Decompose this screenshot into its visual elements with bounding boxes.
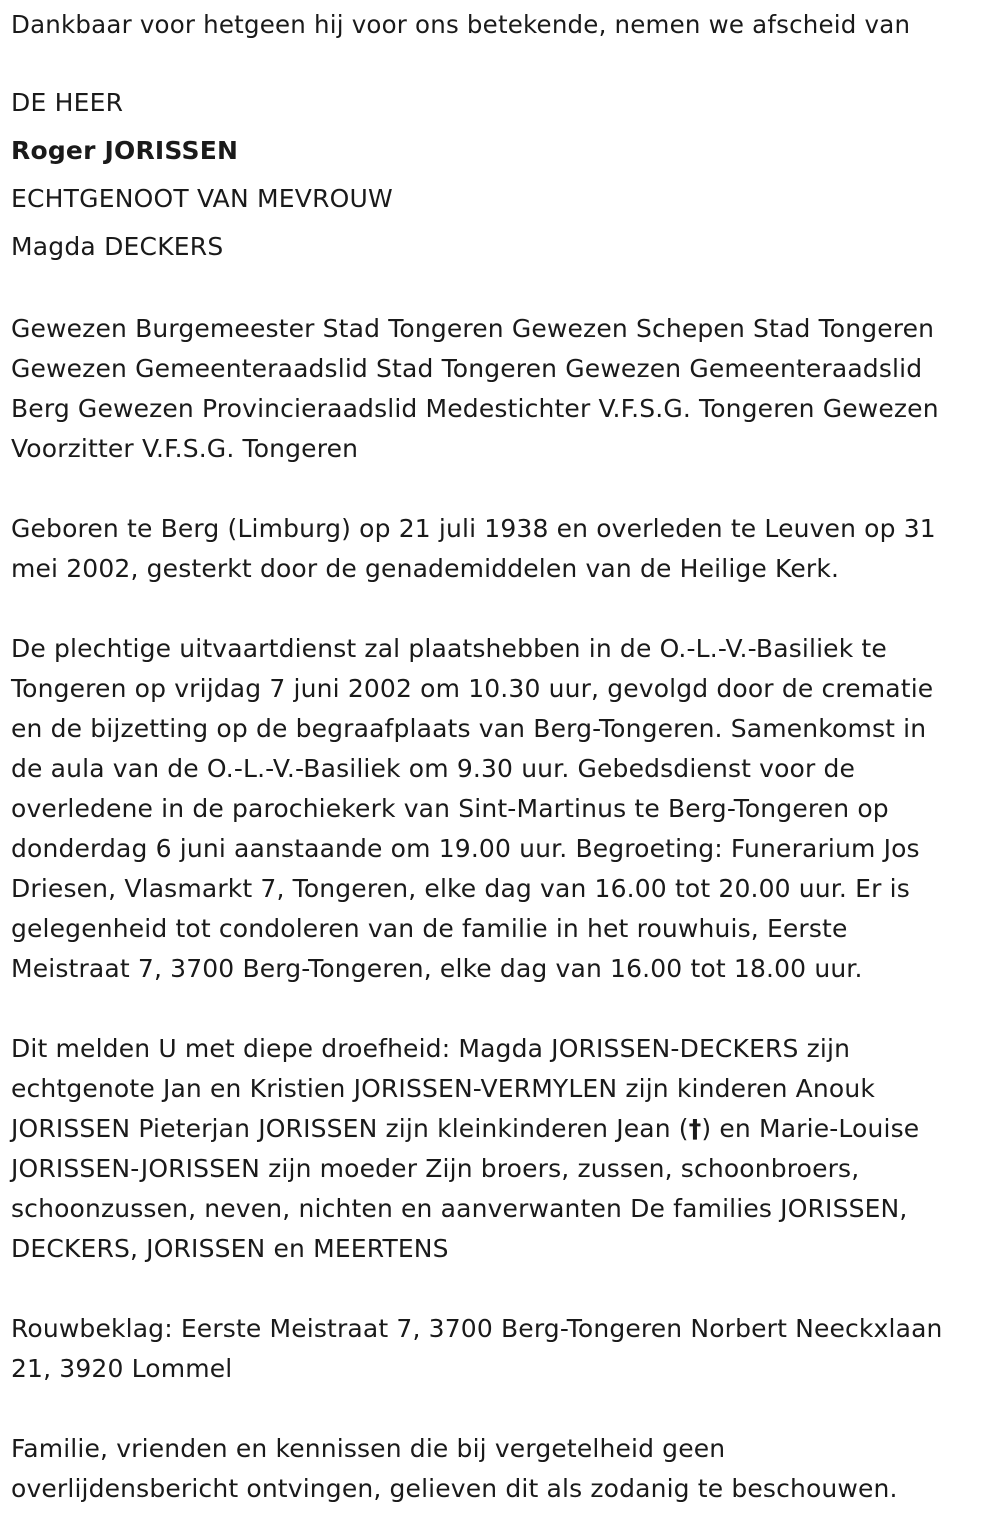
condolence-address-paragraph	[11, 1309, 996, 1389]
funeral-line: Tongeren op vrijdag 7 juni 2002 om 10.30 uur, gevolgd door de crematie	[11, 674, 934, 703]
family-line-part: JORISSEN Pieterjan JORISSEN zijn kleinkinderen Jean (	[11, 1114, 689, 1143]
closing-line: Familie, vrienden en kennissen die bij vergetelheid geen	[11, 1434, 726, 1463]
address-line: 21, 3920 Lommel	[11, 1354, 233, 1383]
family-line	[11, 1109, 996, 1149]
functions-line: Berg Gewezen Provincieraadslid Medestichter V.F.S.G. Tongeren Gewezen	[11, 394, 939, 423]
deceased-block	[11, 79, 1000, 271]
funeral-line: gelegenheid tot condoleren van de familie in het rouwhuis, Eerste	[11, 914, 848, 943]
closing-line: overlijdensbericht ontvingen, gelieven dit als zodanig te beschouwen.	[11, 1474, 898, 1503]
birth-death-line: Geboren te Berg (Limburg) op 21 juli 1938 en overleden te Leuven op 31	[11, 514, 936, 543]
funeral-line: overledene in de parochiekerk van Sint-Martinus te Berg-Tongeren op	[11, 794, 889, 823]
birth-death-line: mei 2002, gesterkt door de genademiddelen van de Heilige Kerk.	[11, 554, 840, 583]
deceased-name: Roger JORISSEN	[11, 136, 239, 165]
funeral-line: Meistraat 7, 3700 Berg-Tongeren, elke dag van 16.00 tot 18.00 uur.	[11, 954, 863, 983]
deceased-title: DE HEER	[11, 88, 124, 117]
family-line: DECKERS, JORISSEN en MEERTENS	[11, 1234, 449, 1263]
closing-paragraph	[11, 1429, 996, 1509]
funeral-line: Driesen, Vlasmarkt 7, Tongeren, elke dag van 16.00 tot 20.00 uur. Er is	[11, 874, 910, 903]
functions-line: Voorzitter V.F.S.G. Tongeren	[11, 434, 359, 463]
family-line: echtgenote Jan en Kristien JORISSEN-VERMYLEN zijn kinderen Anouk	[11, 1074, 875, 1103]
family-line-part: ) en Marie-Louise	[701, 1114, 920, 1143]
funeral-line: en de bijzetting op de begraafplaats van Berg-Tongeren. Samenkomst in	[11, 714, 927, 743]
funeral-line: de aula van de O.-L.-V.-Basiliek om 9.30 uur. Gebedsdienst voor de	[11, 754, 856, 783]
family-paragraph	[11, 1029, 996, 1269]
family-line: JORISSEN-JORISSEN zijn moeder Zijn broers, zussen, schoonbroers,	[11, 1154, 860, 1183]
funeral-line: donderdag 6 juni aanstaande om 19.00 uur. Begroeting: Funerarium Jos	[11, 834, 920, 863]
funeral-line: De plechtige uitvaartdienst zal plaatshebben in de O.-L.-V.-Basiliek te	[11, 634, 887, 663]
address-line: Rouwbeklag: Eerste Meistraat 7, 3700 Berg-Tongeren Norbert Neeckxlaan	[11, 1314, 943, 1343]
family-line: schoonzussen, neven, nichten en aanverwanten De families JORISSEN,	[11, 1194, 908, 1223]
family-line: Dit melden U met diepe droefheid: Magda JORISSEN-DECKERS zijn	[11, 1034, 851, 1063]
functions-line: Gewezen Gemeenteraadslid Stad Tongeren Gewezen Gemeenteraadslid	[11, 354, 923, 383]
cross-icon: †	[688, 1114, 702, 1143]
intro-text: Dankbaar voor hetgeen hij voor ons betekende, nemen we afscheid van	[11, 10, 911, 39]
birth-death-paragraph	[11, 509, 996, 589]
spouse-label: ECHTGENOOT VAN MEVROUW	[11, 184, 393, 213]
functions-paragraph	[11, 309, 996, 469]
funeral-paragraph	[11, 629, 996, 989]
functions-line: Gewezen Burgemeester Stad Tongeren Gewezen Schepen Stad Tongeren	[11, 314, 935, 343]
spouse-name: Magda DECKERS	[11, 232, 224, 261]
